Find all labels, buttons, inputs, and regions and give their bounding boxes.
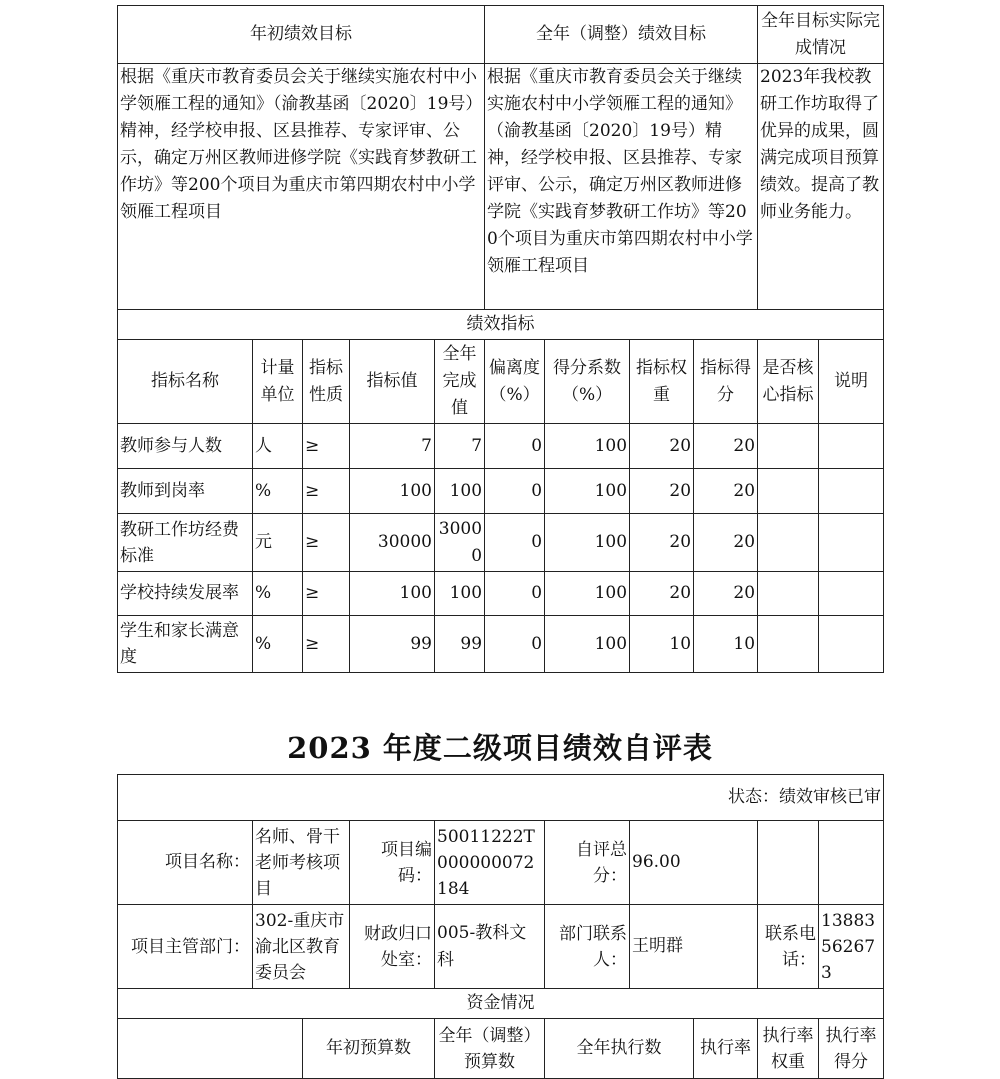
indicators-section-title: 绩效指标 <box>118 310 884 340</box>
indicator-deviation: 0 <box>485 469 545 514</box>
indicator-header-name: 指标名称 <box>118 340 253 424</box>
indicator-actual: 100 <box>435 572 485 616</box>
indicator-note <box>819 424 884 469</box>
funds-header-rate-weight: 执行率权重 <box>758 1019 819 1079</box>
indicator-core <box>758 616 819 673</box>
project-name-value: 名师、骨干老师考核项目 <box>253 821 350 905</box>
phone-value: 13883562673 <box>819 905 884 989</box>
table-row <box>118 424 884 469</box>
indicator-name: 教师到岗率 <box>118 469 253 514</box>
funds-header-adjusted: 全年（调整）预算数 <box>435 1019 545 1079</box>
indicator-score: 10 <box>694 616 758 673</box>
indicator-actual: 99 <box>435 616 485 673</box>
indicator-target: 30000 <box>350 514 435 572</box>
goal-actual-text: 2023年我校教研工作坊取得了优异的成果，圆满完成项目预算绩效。提高了教师业务能力。 <box>758 64 884 310</box>
indicator-header-note: 说明 <box>819 340 884 424</box>
indicator-coef: 100 <box>545 616 630 673</box>
project-code-label: 项目编码： <box>350 821 435 905</box>
indicator-coef: 100 <box>545 469 630 514</box>
self-score-value: 96.00 <box>630 821 758 905</box>
project-self-evaluation-table <box>117 774 884 1079</box>
indicator-actual: 30000 <box>435 514 485 572</box>
dept-label: 项目主管部门： <box>118 905 253 989</box>
indicator-header-deviation: 偏离度（%） <box>485 340 545 424</box>
indicator-weight: 20 <box>630 572 694 616</box>
indicator-actual: 100 <box>435 469 485 514</box>
project-name-label: 项目名称： <box>118 821 253 905</box>
indicator-note <box>819 514 884 572</box>
phone-label: 联系电话： <box>758 905 819 989</box>
indicator-core <box>758 572 819 616</box>
indicator-weight: 20 <box>630 469 694 514</box>
contact-label: 部门联系人： <box>545 905 630 989</box>
indicator-note <box>819 572 884 616</box>
indicator-target: 100 <box>350 572 435 616</box>
funds-header-executed: 全年执行数 <box>545 1019 694 1079</box>
indicator-header-weight: 指标权重 <box>630 340 694 424</box>
funds-header-initial: 年初预算数 <box>303 1019 435 1079</box>
indicator-nature: ≥ <box>303 616 350 673</box>
goal-header-actual: 全年目标实际完成情况 <box>758 6 884 64</box>
indicator-core <box>758 469 819 514</box>
indicator-name: 学校持续发展率 <box>118 572 253 616</box>
contact-value: 王明群 <box>630 905 758 989</box>
indicator-target: 99 <box>350 616 435 673</box>
indicator-deviation: 0 <box>485 572 545 616</box>
indicator-header-coef: 得分系数（%） <box>545 340 630 424</box>
indicator-nature: ≥ <box>303 424 350 469</box>
indicator-unit: 人 <box>253 424 303 469</box>
indicator-actual: 7 <box>435 424 485 469</box>
self-score-label: 自评总分： <box>545 821 630 905</box>
indicator-unit: % <box>253 616 303 673</box>
indicator-note <box>819 616 884 673</box>
indicator-coef: 100 <box>545 424 630 469</box>
indicator-target: 7 <box>350 424 435 469</box>
indicator-header-core: 是否核心指标 <box>758 340 819 424</box>
performance-goals-table <box>117 5 884 673</box>
indicator-weight: 10 <box>630 616 694 673</box>
indicator-header-target: 指标值 <box>350 340 435 424</box>
indicator-header-unit: 计量单位 <box>253 340 303 424</box>
indicator-weight: 20 <box>630 424 694 469</box>
funds-header-rate: 执行率 <box>694 1019 758 1079</box>
indicator-name: 教研工作坊经费标准 <box>118 514 253 572</box>
goal-initial-text: 根据《重庆市教育委员会关于继续实施农村中小学领雁工程的通知》（渝教基函〔2020〕19号）精神，经学校申报、区县推荐、专家评审、公示，确定万州区教师进修学院《实践育梦教研工作坊》等200个项目为重庆市第四期农村中小学领雁工程项目 <box>118 64 485 310</box>
status-badge: 状态：绩效审核已审 <box>118 775 884 821</box>
indicator-coef: 100 <box>545 572 630 616</box>
indicator-deviation: 0 <box>485 616 545 673</box>
indicator-deviation: 0 <box>485 514 545 572</box>
indicator-score: 20 <box>694 469 758 514</box>
indicator-core <box>758 424 819 469</box>
finance-label: 财政归口处室： <box>350 905 435 989</box>
indicator-unit: 元 <box>253 514 303 572</box>
indicator-nature: ≥ <box>303 469 350 514</box>
project-code-value: 50011222T000000072184 <box>435 821 545 905</box>
table-row <box>118 572 884 616</box>
indicator-name: 学生和家长满意度 <box>118 616 253 673</box>
table-row <box>118 514 884 572</box>
indicator-score: 20 <box>694 424 758 469</box>
indicator-nature: ≥ <box>303 514 350 572</box>
indicator-coef: 100 <box>545 514 630 572</box>
indicator-score: 20 <box>694 514 758 572</box>
page-title: 2023 年度二级项目绩效自评表 <box>287 731 713 765</box>
indicator-core <box>758 514 819 572</box>
indicator-deviation: 0 <box>485 424 545 469</box>
indicator-name: 教师参与人数 <box>118 424 253 469</box>
indicator-unit: % <box>253 572 303 616</box>
indicator-header-score: 指标得分 <box>694 340 758 424</box>
goal-adjusted-text: 根据《重庆市教育委员会关于继续实施农村中小学领雁工程的通知》（渝教基函〔2020〕19号）精神，经学校申报、区县推荐、专家评审、公示，确定万州区教师进修学院《实践育梦教研工作坊》等200个项目为重庆市第四期农村中小学领雁工程项目 <box>485 64 758 310</box>
indicator-target: 100 <box>350 469 435 514</box>
indicator-score: 20 <box>694 572 758 616</box>
indicator-header-nature: 指标性质 <box>303 340 350 424</box>
table-row <box>118 616 884 673</box>
indicator-note <box>819 469 884 514</box>
finance-value: 005-教科文科 <box>435 905 545 989</box>
table-row <box>118 469 884 514</box>
indicator-header-actual: 全年完成值 <box>435 340 485 424</box>
funds-section-title: 资金情况 <box>118 989 884 1019</box>
dept-value: 302-重庆市渝北区教育委员会 <box>253 905 350 989</box>
indicator-unit: % <box>253 469 303 514</box>
indicator-nature: ≥ <box>303 572 350 616</box>
goal-header-initial: 年初绩效目标 <box>118 6 485 64</box>
indicator-weight: 20 <box>630 514 694 572</box>
funds-header-rate-score: 执行率得分 <box>819 1019 884 1079</box>
goal-header-adjusted: 全年（调整）绩效目标 <box>485 6 758 64</box>
